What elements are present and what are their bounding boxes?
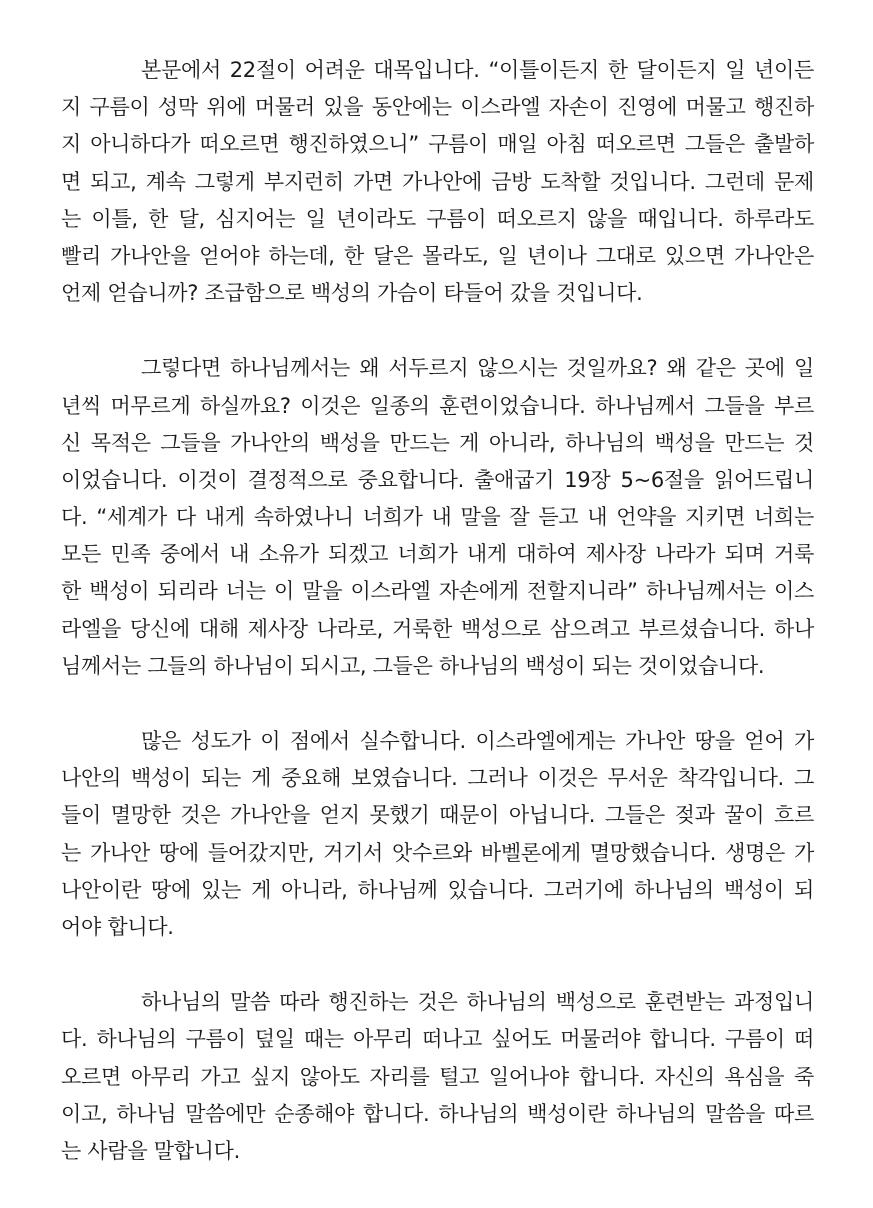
paragraph-line: 는 사람을 말합니다. [61, 1138, 241, 1163]
paragraph-line: 이고, 하나님 말씀에만 순종해야 합니다. 하나님의 백성이란 하나님의 말씀을 따르 [61, 1101, 814, 1126]
paragraph-4 [61, 984, 814, 1170]
paragraph-line: 어야 합니다. [61, 914, 174, 939]
paragraph-line: 는 가나안 땅에 들어갔지만, 거기서 앗수르와 바벨론에게 멸망했습니다. 생명은 가 [61, 840, 814, 865]
paragraph-line: 빨리 가나안을 얻어야 하는데, 한 달은 몰라도, 일 년이나 그대로 있으면 가나안은 [61, 243, 814, 268]
paragraph-line: 신 목적은 그들을 가나안의 백성을 만드는 게 아니라, 하나님의 백성을 만드는 것 [61, 430, 814, 455]
paragraph-line: 는 이틀, 한 달, 심지어는 일 년이라도 구름이 떠오르지 않을 때입니다. 하루라도 [61, 206, 814, 231]
paragraph-line: 오르면 아무리 가고 싶지 않아도 자리를 털고 일어나야 합니다. 자신의 욕심을 죽 [61, 1064, 814, 1089]
paragraph-line: 한 백성이 되리라 너는 이 말을 이스라엘 자손에게 전할지니라” 하나님께서는 이스 [61, 579, 814, 604]
paragraph-1 [61, 52, 814, 312]
paragraph-line: 지 구름이 성막 위에 머물러 있을 동안에는 이스라엘 자손이 진영에 머물고 행진하 [61, 95, 814, 120]
paragraph-line: 님께서는 그들의 하나님이 되시고, 그들은 하나님의 백성이 되는 것이었습니다. [61, 653, 765, 678]
paragraph-line: 그렇다면 하나님께서는 왜 서두르지 않으시는 것일까요? 왜 같은 곳에 일 [141, 356, 814, 381]
paragraph-3 [61, 723, 814, 946]
paragraph-line: 라엘을 당신에 대해 제사장 나라로, 거룩한 백성으로 삼으려고 부르셨습니다. 하나 [61, 616, 814, 641]
paragraph-line: 나안이란 땅에 있는 게 아니라, 하나님께 있습니다. 그러기에 하나님의 백성이 되 [61, 877, 814, 902]
paragraph-line: 다. “세계가 다 내게 속하였나니 너희가 내 말을 잘 듣고 내 언약을 지키면 너희는 [61, 505, 814, 530]
paragraph-line: 다. 하나님의 구름이 덮일 때는 아무리 떠나고 싶어도 머물러야 합니다. 구름이 떠 [61, 1027, 814, 1052]
paragraph-2 [61, 350, 814, 685]
paragraph-line: 모든 민족 중에서 내 소유가 되겠고 너희가 내게 대하여 제사장 나라가 되며 거룩 [61, 542, 814, 567]
paragraph-line: 면 되고, 계속 그렇게 부지런히 가면 가나안에 금방 도착할 것입니다. 그런데 문제 [61, 169, 814, 194]
paragraph-line: 언제 얻습니까? 조급함으로 백성의 가슴이 타들어 갔을 것입니다. [61, 281, 643, 306]
paragraph-line: 이었습니다. 이것이 결정적으로 중요합니다. 출애굽기 19장 5~6절을 읽어드립니 [61, 467, 814, 492]
document-body [61, 52, 814, 1208]
paragraph-line: 많은 성도가 이 점에서 실수합니다. 이스라엘에게는 가나안 땅을 얻어 가 [141, 729, 814, 753]
paragraph-line: 년씩 머무르게 하실까요? 이것은 일종의 훈련이었습니다. 하나님께서 그들을 부르 [61, 393, 814, 418]
paragraph-line: 지 아니하다가 떠오르면 행진하였으니” 구름이 매일 아침 떠오르면 그들은 출발하 [61, 132, 814, 157]
paragraph-line: 나안의 백성이 되는 게 중요해 보였습니다. 그러나 이것은 무서운 착각입니다. 그 [61, 766, 814, 791]
paragraph-line: 들이 멸망한 것은 가나안을 얻지 못했기 때문이 아닙니다. 그들은 젖과 꿀이 흐르 [61, 803, 814, 828]
paragraph-line: 하나님의 말씀 따라 행진하는 것은 하나님의 백성으로 훈련받는 과정입니 [141, 990, 814, 1015]
paragraph-line: 본문에서 22절이 어려운 대목입니다. “이틀이든지 한 달이든지 일 년이든 [141, 58, 814, 82]
